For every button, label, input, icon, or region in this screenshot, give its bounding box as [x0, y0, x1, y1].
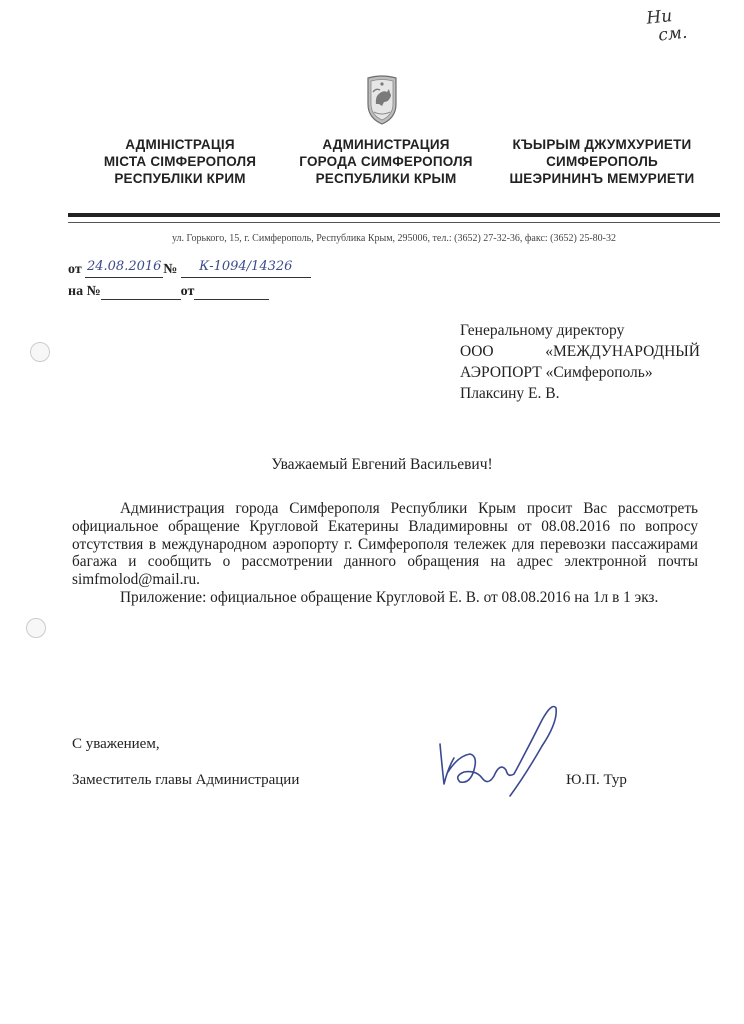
- date-field: [85, 259, 163, 278]
- outgoing-registration: [68, 259, 311, 278]
- corner-note-line1: Ни: [645, 6, 674, 29]
- closing-phrase: С уважением,: [72, 736, 160, 752]
- header-ukrainian: [80, 136, 280, 187]
- addressee-line: [460, 341, 700, 362]
- crimea-coat-of-arms-icon: [362, 74, 402, 126]
- addressee-company-form: ООО: [460, 343, 494, 360]
- from-label: от: [68, 262, 82, 277]
- addressee-line: Генеральному директору: [460, 322, 625, 339]
- header-line: АДМИНИСТРАЦИЯ: [322, 137, 450, 152]
- punch-hole: [30, 342, 50, 362]
- header-line: РЕСПУБЛІКИ КРИМ: [114, 171, 246, 186]
- punch-hole: [26, 618, 46, 638]
- header-line: РЕСПУБЛИКИ КРЫМ: [315, 171, 457, 186]
- header-line: МІСТА СІМФЕРОПОЛЯ: [103, 154, 257, 169]
- signer-name: Ю.П. Тур: [566, 772, 627, 788]
- addressee-block: [460, 320, 700, 404]
- reply-reference: [68, 284, 269, 300]
- header-line: ГОРОДА СИМФЕРОПОЛЯ: [299, 154, 473, 169]
- handwritten-signature: [430, 692, 570, 802]
- header-russian: [286, 136, 486, 187]
- handwritten-date: 24.08.2016: [86, 259, 162, 274]
- addressee-company-name: «МЕЖДУНАРОДНЫЙ: [545, 343, 700, 360]
- header-line: КЪЫРЫМ ДЖУМХУРИЕТИ: [512, 137, 692, 152]
- reply-number-field: [101, 284, 181, 300]
- attachment-note: Приложение: официальное обращение Кругловой Е. В. от 08.08.2016 на 1л в 1 экз.: [120, 588, 659, 606]
- handwritten-number: К-1094/14326: [199, 259, 293, 274]
- handwritten-corner-note: [646, 2, 721, 59]
- header-line: СИМФЕРОПОЛЬ: [546, 154, 658, 169]
- header-line: АДМІНІСТРАЦІЯ: [125, 137, 235, 152]
- reply-from-label: от: [180, 284, 195, 299]
- addressee-line: АЭРОПОРТ «Симферополь»: [460, 364, 653, 381]
- header-line: ШЕЭРИНИНЪ МЕМУРИЕТИ: [509, 171, 695, 186]
- header-divider-thin: [68, 222, 720, 223]
- corner-note-line2: см.: [657, 22, 689, 46]
- reply-date-field: [194, 284, 269, 300]
- header-crimean-tatar: [496, 136, 708, 187]
- body-paragraph: Администрация города Симферополя Республики Крым просит Вас рассмотреть официальное обращение Кругловой Екатерины Владимировны от 08.08.2016 по вопросу отсутствия в международном аэропорту г. Симферополя тележек для перевозки пассажирами багажа и сообщить о рассмотрении данного обращения на адрес электронной почты simfmolod@mail.ru.: [72, 500, 698, 589]
- number-field: [181, 259, 311, 278]
- salutation: Уважаемый Евгений Васильевич!: [271, 456, 493, 473]
- number-label: №: [163, 262, 178, 277]
- reply-number-label: на №: [68, 284, 101, 299]
- addressee-line: Плаксину Е. В.: [460, 385, 560, 402]
- letter-body: [72, 500, 698, 607]
- header-divider-thick: [68, 213, 720, 217]
- contact-address: ул. Горького, 15, г. Симферополь, Республика Крым, 295006, тел.: (3652) 27-32-36, факс: (3652) 25-80-32: [171, 233, 616, 244]
- signer-position: Заместитель главы Администрации: [72, 772, 300, 788]
